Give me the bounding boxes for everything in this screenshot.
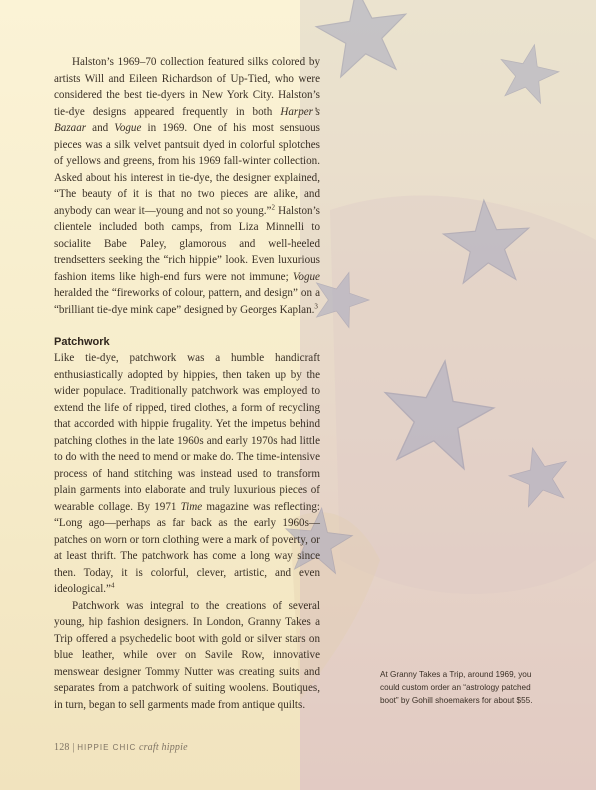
- photo-caption: At Granny Takes a Trip, around 1969, you could custom order an “astrology patched boot” by Gohill shoemakers for about $55.: [380, 670, 533, 705]
- footnote-ref-2: 2: [271, 202, 275, 211]
- footnote-ref-3: 3: [314, 301, 318, 310]
- paragraph-designers: Patchwork was integral to the creations of several young, hip fashion designers. In London, Granny Takes a Trip offered a psychedelic boot with gold or silver stars on blue leather, while over on Savile Row, innovative menswear designer Tommy Nutter was creating suits and separates from a patchwork of suiting woolens. Boutiques, in turn, began to sell garments made from antique quilts.: [54, 599, 320, 711]
- footnote-ref-4: 4: [111, 581, 115, 590]
- p2-text-c: magazine was reflecting: “Long ago—perhaps as far back as the early 1960s—patches on worn or torn clothing were a mark of poverty, or at least thrift. The patchwork has come a long way since then. Today, it is colorful, clever, artistic, and even ideological.”: [54, 500, 320, 595]
- paragraph-halston: [54, 54, 320, 318]
- book-title: HIPPIE CHIC: [77, 743, 137, 752]
- section-heading-patchwork: Patchwork: [54, 336, 110, 348]
- p2-title-time: Time: [180, 500, 203, 513]
- p1-text-c: and: [86, 122, 115, 134]
- page-footer: [54, 742, 188, 753]
- p1-title-vogue-2: Vogue: [292, 270, 320, 283]
- p1-title-harpers: Harper’s Bazaar: [54, 105, 320, 134]
- p2-text-a: Like tie-dye, patchwork was a humble handicraft enthusiastically adopted by hippies, then taken up by the wider populace. Traditionally patchwork was employed to extend the life of ripped, tired clothes, a form of recycling that accorded with hippie frugality. Yet the impetus behind patching clothes in the late 1960s and early 1970s had little to do with the need to mend or make do. The time-intensive process of hand stitching was instead used to transform plain garments into elaborate and truly luxurious pieces of wearable collage. By 1971: [54, 352, 320, 513]
- footer-separator: |: [72, 742, 75, 753]
- p1-title-vogue: Vogue: [114, 122, 142, 134]
- p1-text-h: heralded the “fireworks of colour, pattern, and design” on a “brilliant tie-dye mink cape” designed by Georges Kaplan.: [54, 287, 320, 316]
- p1-text-f: Halston’s clientele included both camps, from Liza Minnelli to socialite Babe Paley, glamorous and well-heeled trendsetters seeking the “rich hippie” look. Even luxurious fashion items like high-end furs were not immune;: [54, 204, 320, 283]
- page-number: 128: [54, 742, 70, 753]
- paragraph-patchwork: [54, 350, 320, 598]
- body-text: [54, 54, 320, 713]
- chapter-title: craft hippie: [138, 742, 188, 753]
- p1-text-a: Halston’s 1969–70 collection featured silks colored by artists Will and Eileen Richardson of Up-Tied, who were considered the best tie-dyers in New York City. Halston’s tie-dye designs appeared frequently in both: [54, 56, 320, 118]
- p1-text-e: in 1969. One of his most sensuous pieces was a silk velvet pantsuit dyed in colorful splotches of yellows and greens, from his 1969 fall-winter collection. Asked about his interest in tie-dye, the designer explained, “The beauty of it is that no two pieces are alike, and anybody can wear it—young and not so young.”: [54, 122, 320, 217]
